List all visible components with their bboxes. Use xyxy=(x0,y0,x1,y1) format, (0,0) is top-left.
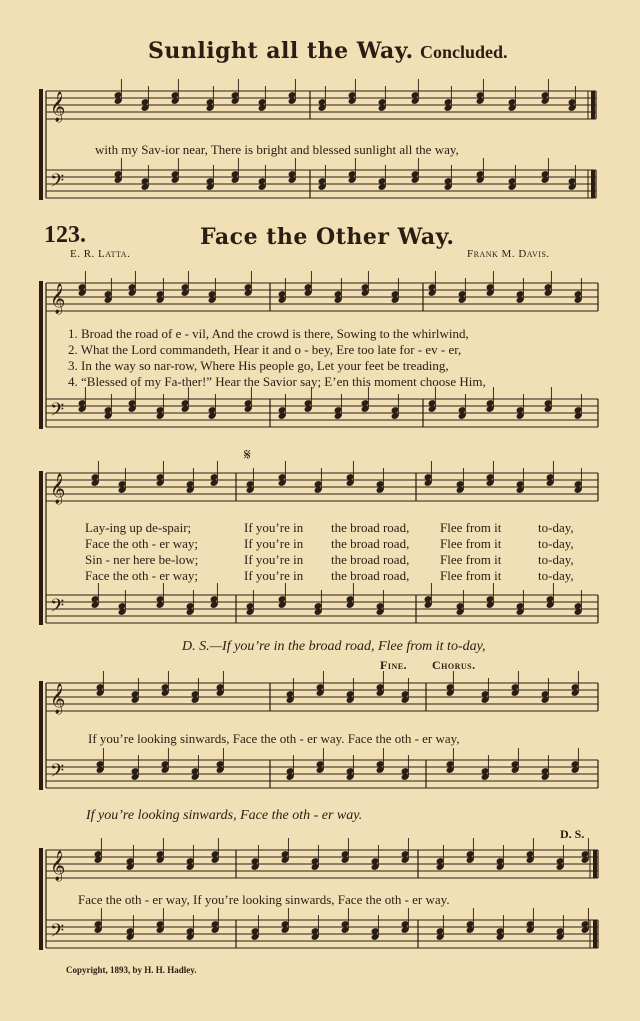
bass-clef: 𝄢 xyxy=(50,596,65,621)
verse-4-refrain-segment: Face the oth - er way; xyxy=(85,568,198,583)
verse-2-refrain-segment: If you’re in xyxy=(244,536,304,551)
ds-mark: D. S. xyxy=(560,827,585,841)
verse-4-refrain-segment: Flee from it xyxy=(440,568,502,583)
top-song-note: Concluded. xyxy=(420,42,508,62)
final-bar xyxy=(591,170,595,198)
system-brace xyxy=(39,848,43,950)
copyright: Copyright, 1893, by H. H. Hadley. xyxy=(66,965,197,975)
verse-2-refrain-segment: to-day, xyxy=(538,536,574,551)
treble-clef: 𝄞 xyxy=(50,284,66,314)
chorus-line-2: Face the oth - er way, If you’re looking sinwards, Face the oth - er way. xyxy=(78,892,450,907)
final-bar xyxy=(593,850,597,878)
fine-mark: Fine. xyxy=(380,658,408,672)
bass-clef: 𝄢 xyxy=(50,921,65,946)
top-song-title: Sunlight all the Way. xyxy=(148,38,414,64)
treble-clef: 𝄞 xyxy=(50,92,66,122)
ds-line: D. S.—If you’re in the broad road, Flee from it to-day, xyxy=(182,639,486,654)
verse-3-refrain-segment: If you’re in xyxy=(244,552,304,567)
chorus-mark: Chorus. xyxy=(432,658,476,672)
verse-4-line: 4. “Blessed of my Fa-ther!” Hear the Savior say; E’en this moment choose Him, xyxy=(68,374,486,389)
verse-1-line: 1. Broad the road of e - vil, And the crowd is there, Sowing to the whirlwind, xyxy=(68,326,469,341)
verse-3-refrain-segment: Flee from it xyxy=(440,552,502,567)
verse-3-refrain-segment: the broad road, xyxy=(331,552,410,567)
verse-3-refrain-segment: to-day, xyxy=(538,552,574,567)
final-bar xyxy=(591,91,595,119)
author: E. R. Latta. xyxy=(70,248,131,260)
verse-3-refrain-segment: Sin - ner here be-low; xyxy=(85,552,199,567)
treble-clef: 𝄞 xyxy=(50,684,66,714)
verse-2-refrain-segment: the broad road, xyxy=(331,536,410,551)
verse-1-refrain-segment: Flee from it xyxy=(440,520,502,535)
treble-clef: 𝄞 xyxy=(50,851,66,881)
verse-4-refrain-segment: to-day, xyxy=(538,568,574,583)
bass-clef: 𝄢 xyxy=(50,400,65,425)
verse-2-refrain-segment: Flee from it xyxy=(440,536,502,551)
verse-1-refrain-segment: If you’re in xyxy=(244,520,304,535)
bass-clef: 𝄢 xyxy=(50,761,65,786)
hymn-number: 123. xyxy=(44,222,86,248)
system-brace xyxy=(39,281,43,429)
verse-1-refrain-segment: Lay-ing up de-spair; xyxy=(85,520,192,535)
verse-3-line: 3. In the way so nar-row, Where His people go, Let your feet be treading, xyxy=(68,358,449,373)
top-song-lyric: with my Sav-ior near, There is bright and blessed sunlight all the way, xyxy=(95,142,459,157)
verse-4-refrain-segment: If you’re in xyxy=(244,568,304,583)
bass-clef: 𝄢 xyxy=(50,171,65,196)
system-brace xyxy=(39,471,43,625)
segno-sign: 𝄋 xyxy=(244,445,251,464)
verse-4-refrain-segment: the broad road, xyxy=(331,568,410,583)
chorus-line-1: If you’re looking sinwards, Face the oth - er way. Face the oth - er way, xyxy=(88,731,460,746)
composer: Frank M. Davis. xyxy=(467,248,550,260)
verse-2-line: 2. What the Lord commandeth, Hear it and o - bey, Ere too late for - ev - er, xyxy=(68,342,462,357)
verse-1-refrain-segment: the broad road, xyxy=(331,520,410,535)
verse-2-refrain-segment: Face the oth - er way; xyxy=(85,536,198,551)
system-brace xyxy=(39,89,43,200)
treble-clef: 𝄞 xyxy=(50,474,66,504)
verse-1-refrain-segment: to-day, xyxy=(538,520,574,535)
hymn-title: Face the Other Way. xyxy=(200,224,455,250)
chorus-line-1-bass: If you’re looking sinwards, Face the oth - er way. xyxy=(86,808,363,823)
final-bar xyxy=(593,920,597,948)
system-brace xyxy=(39,681,43,790)
